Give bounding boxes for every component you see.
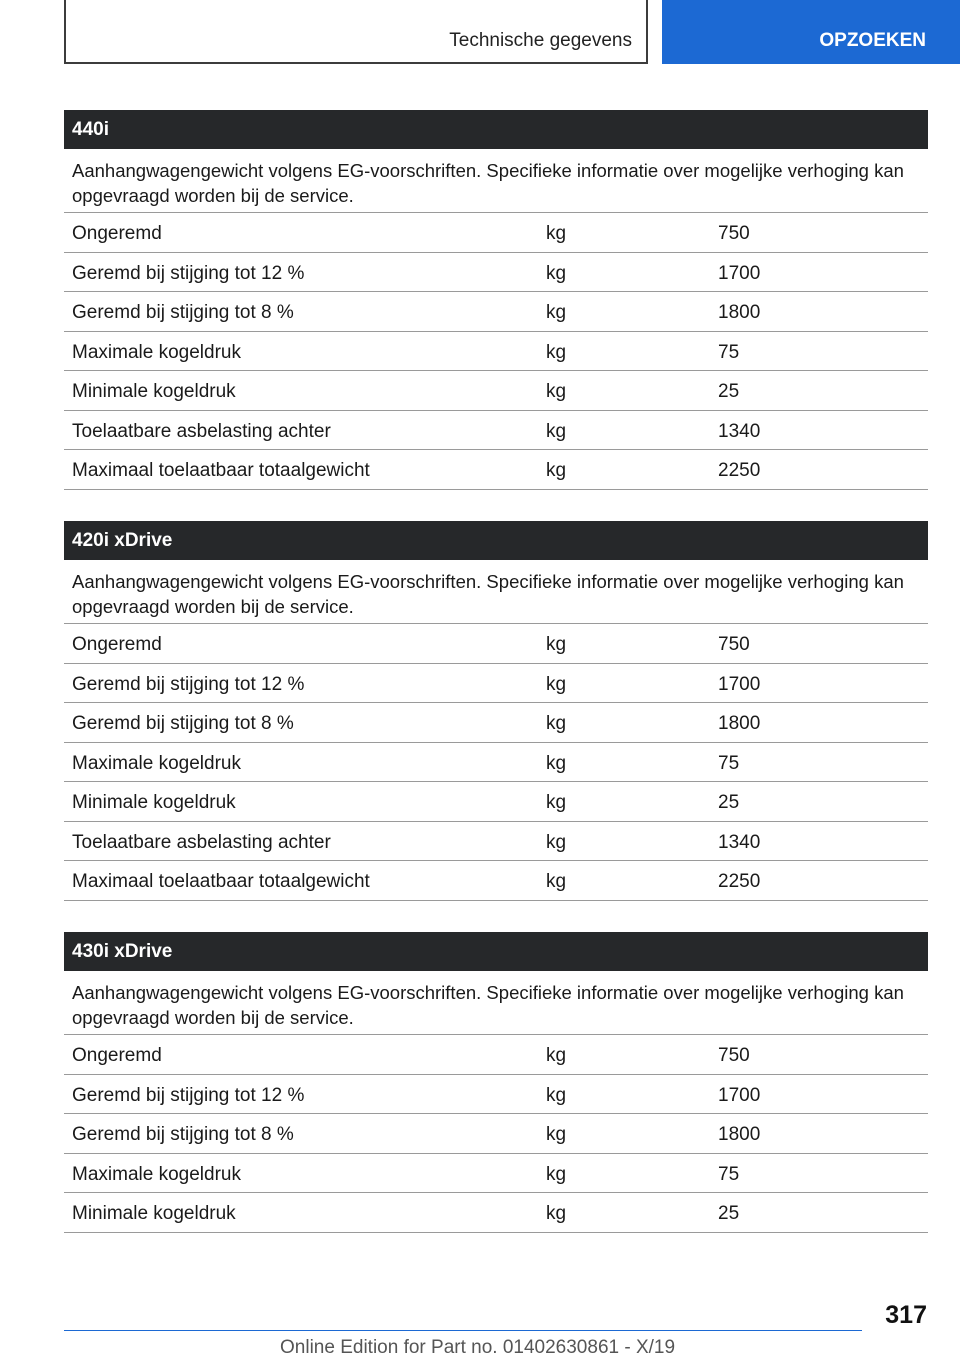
row-label: Maximaal toelaatbaar totaalgewicht	[72, 871, 370, 892]
row-value: 750	[718, 1045, 750, 1066]
row-value: 1800	[718, 1124, 761, 1145]
row-label: Geremd bij stijging tot 12 %	[72, 673, 305, 695]
search-button[interactable]	[662, 0, 960, 64]
row-unit: kg	[546, 1163, 567, 1185]
row-label: Toelaatbare asbelasting achter	[72, 420, 331, 442]
row-unit: kg	[546, 262, 567, 284]
row-value: 750	[718, 634, 750, 655]
row-unit: kg	[546, 460, 567, 481]
row-unit: kg	[546, 420, 567, 442]
row-label: Ongeremd	[72, 634, 162, 655]
row-unit: kg	[546, 752, 567, 774]
table-row	[64, 253, 928, 293]
table-row	[64, 213, 928, 253]
page-header	[0, 0, 960, 66]
footer-divider	[64, 1330, 862, 1331]
row-label: Toelaatbare asbelasting achter	[72, 831, 331, 853]
table-row	[64, 782, 928, 822]
row-value: 2250	[718, 460, 761, 481]
table-row	[64, 1035, 928, 1075]
row-value: 25	[718, 792, 740, 813]
search-button-label: OPZOEKEN	[819, 30, 926, 51]
chapter-tab	[64, 0, 648, 64]
row-value: 1340	[718, 420, 761, 442]
row-unit: kg	[546, 871, 567, 892]
row-value: 1800	[718, 302, 761, 323]
row-label: Geremd bij stijging tot 8 %	[72, 302, 294, 323]
table-row	[64, 743, 928, 783]
row-label: Minimale kogeldruk	[72, 792, 236, 813]
row-unit: kg	[546, 341, 567, 363]
section-title: 440i	[64, 110, 928, 149]
row-value: 25	[718, 1203, 740, 1224]
row-label: Minimale kogeldruk	[72, 1203, 236, 1224]
section-description: Aanhangwagengewicht volgens EG-voorschriften. Specifieke informatie over mogelijke verhoging kan opgevraagd worden bij de service.	[64, 971, 928, 1035]
row-value: 2250	[718, 871, 761, 892]
section-title: 430i xDrive	[64, 932, 928, 971]
row-label: Maximaal toelaatbaar totaalgewicht	[72, 460, 370, 481]
row-unit: kg	[546, 381, 567, 402]
table-row	[64, 411, 928, 451]
row-label: Geremd bij stijging tot 12 %	[72, 1084, 305, 1106]
row-value: 75	[718, 341, 740, 363]
table-row	[64, 292, 928, 332]
table-row	[64, 1075, 928, 1115]
spec-table-430i-xdrive	[64, 932, 928, 1233]
row-value: 1340	[718, 831, 761, 853]
row-unit: kg	[546, 1045, 567, 1066]
row-label: Ongeremd	[72, 1045, 162, 1066]
section-description: Aanhangwagengewicht volgens EG-voorschriften. Specifieke informatie over mogelijke verhoging kan opgevraagd worden bij de service.	[64, 149, 928, 213]
table-row	[64, 450, 928, 490]
table-row	[64, 822, 928, 862]
table-row	[64, 1114, 928, 1154]
row-value: 1700	[718, 673, 761, 695]
row-value: 25	[718, 381, 740, 402]
footer-edition-text: Online Edition for Part no. 01402630861 - X/19	[280, 1337, 676, 1358]
row-value: 1800	[718, 713, 761, 734]
row-value: 1700	[718, 1084, 761, 1106]
table-row	[64, 1154, 928, 1194]
row-label: Maximale kogeldruk	[72, 752, 241, 774]
row-label: Maximale kogeldruk	[72, 1163, 241, 1185]
row-unit: kg	[546, 713, 567, 734]
row-label: Maximale kogeldruk	[72, 341, 241, 363]
spec-table-440i	[64, 110, 928, 490]
table-row	[64, 371, 928, 411]
row-unit: kg	[546, 1203, 567, 1224]
row-label: Ongeremd	[72, 223, 162, 244]
row-unit: kg	[546, 1084, 567, 1106]
row-unit: kg	[546, 673, 567, 695]
table-row	[64, 703, 928, 743]
chapter-title: Technische gegevens	[449, 30, 632, 51]
row-value: 750	[718, 223, 750, 244]
table-row	[64, 332, 928, 372]
row-unit: kg	[546, 831, 567, 853]
row-unit: kg	[546, 223, 567, 244]
table-row	[64, 1193, 928, 1233]
table-row	[64, 624, 928, 664]
row-unit: kg	[546, 302, 567, 323]
spec-table-420i-xdrive	[64, 521, 928, 901]
row-label: Geremd bij stijging tot 12 %	[72, 262, 305, 284]
row-value: 75	[718, 1163, 740, 1185]
table-row	[64, 861, 928, 901]
row-value: 1700	[718, 262, 761, 284]
row-label: Geremd bij stijging tot 8 %	[72, 713, 294, 734]
table-row	[64, 664, 928, 704]
page-number: 317	[885, 1301, 927, 1329]
row-unit: kg	[546, 1124, 567, 1145]
section-title: 420i xDrive	[64, 521, 928, 560]
row-label: Geremd bij stijging tot 8 %	[72, 1124, 294, 1145]
row-unit: kg	[546, 634, 567, 655]
row-value: 75	[718, 752, 740, 774]
row-unit: kg	[546, 792, 567, 813]
section-description: Aanhangwagengewicht volgens EG-voorschriften. Specifieke informatie over mogelijke verhoging kan opgevraagd worden bij de service.	[64, 560, 928, 624]
row-label: Minimale kogeldruk	[72, 381, 236, 402]
